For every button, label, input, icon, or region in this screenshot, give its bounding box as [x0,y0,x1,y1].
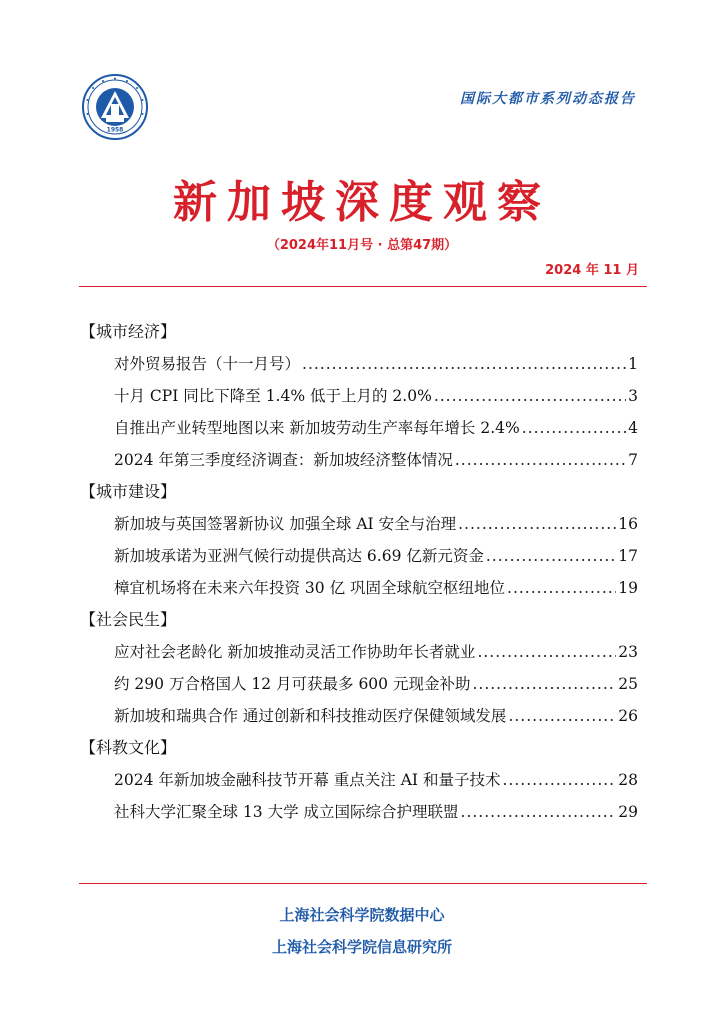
toc-entry[interactable] [114,572,638,604]
toc-entry-page: 28 [618,771,638,789]
toc-entry-title: 新加坡承诺为亚洲气候行动提供高达 6.69 亿新元资金 [114,547,484,565]
toc-leader-dots [461,796,617,828]
toc-section [80,604,640,732]
toc-entry-page: 29 [618,803,638,821]
footer-divider [79,883,647,884]
toc-entry-title: 2024 年第三季度经济调查：新加坡经济整体情况 [114,451,453,469]
toc-section-title: 【社会民生】 [80,610,177,629]
toc-entry[interactable] [114,796,638,828]
toc-leader-dots [302,348,626,380]
toc-entry-title: 应对社会老龄化 新加坡推动灵活工作协助年长者就业 [114,643,476,661]
publisher-name: 上海社会科学院信息研究所 [271,938,452,956]
toc-entry-title: 自推出产业转型地图以来 新加坡劳动生产率每年增长 2.4% [114,419,520,437]
toc-entry[interactable] [114,444,638,476]
toc-leader-dots [486,540,616,572]
toc-entry-page: 4 [628,419,638,437]
publisher-name: 上海社会科学院数据中心 [279,906,445,924]
toc-entry-page: 3 [628,387,638,405]
toc-entry-title: 约 290 万合格国人 12 月可获最多 600 元现金补助 [114,675,471,693]
toc-entry[interactable] [114,540,638,572]
toc-entry-title: 社科大学汇聚全球 13 大学 成立国际综合护理联盟 [114,803,459,821]
toc-entry[interactable] [114,508,638,540]
toc-leader-dots [477,636,616,668]
toc-entry[interactable] [114,636,638,668]
toc-entry-title: 十月 CPI 同比下降至 1.4% 低于上月的 2.0% [114,387,432,405]
issue-number: （2024年11月号 · 总第47期） [266,238,458,253]
toc-entry-page: 25 [618,675,638,693]
table-of-contents [80,316,640,828]
toc-leader-dots [508,700,616,732]
toc-entry-page: 1 [628,355,638,373]
series-title: 国际大都市系列动态报告 [460,91,636,107]
toc-entry-page: 7 [628,451,638,469]
toc-entry-page: 16 [618,515,638,533]
publication-date: 2024 年 11 月 [545,263,639,278]
page-title: 新加坡深度观察 [173,177,551,228]
toc-leader-dots [502,764,616,796]
toc-section-title: 【科教文化】 [80,738,177,757]
toc-section-title: 【城市建设】 [80,482,177,501]
toc-leader-dots [458,508,616,540]
logo-year: 1958 [106,126,124,134]
toc-leader-dots [472,668,616,700]
toc-leader-dots [455,444,626,476]
toc-entry-title: 2024 年新加坡金融科技节开幕 重点关注 AI 和量子技术 [114,771,501,789]
toc-leader-dots [522,412,626,444]
toc-entry-title: 新加坡与英国签署新协议 加强全球 AI 安全与治理 [114,515,457,533]
toc-entry[interactable] [114,764,638,796]
toc-entry[interactable] [114,668,638,700]
toc-entry-title: 对外贸易报告（十一月号） [114,355,301,373]
toc-entry-page: 26 [618,707,638,725]
toc-entry[interactable] [114,700,638,732]
toc-entry[interactable] [114,348,638,380]
toc-entry[interactable] [114,380,638,412]
toc-entry-page: 23 [618,643,638,661]
toc-entry-page: 19 [618,579,638,597]
toc-entry-title: 樟宜机场将在未来六年投资 30 亿 巩固全球航空枢纽地位 [114,579,506,597]
toc-entry-title: 新加坡和瑞典合作 通过创新和科技推动医疗保健领域发展 [114,707,507,725]
toc-section [80,316,640,476]
toc-leader-dots [434,380,626,412]
header-divider [79,286,647,287]
toc-section [80,476,640,604]
toc-section [80,732,640,828]
toc-entry-page: 17 [618,547,638,565]
institution-seal-icon [82,74,148,140]
toc-entry[interactable] [114,412,638,444]
toc-leader-dots [507,572,616,604]
toc-section-title: 【城市经济】 [80,322,177,341]
